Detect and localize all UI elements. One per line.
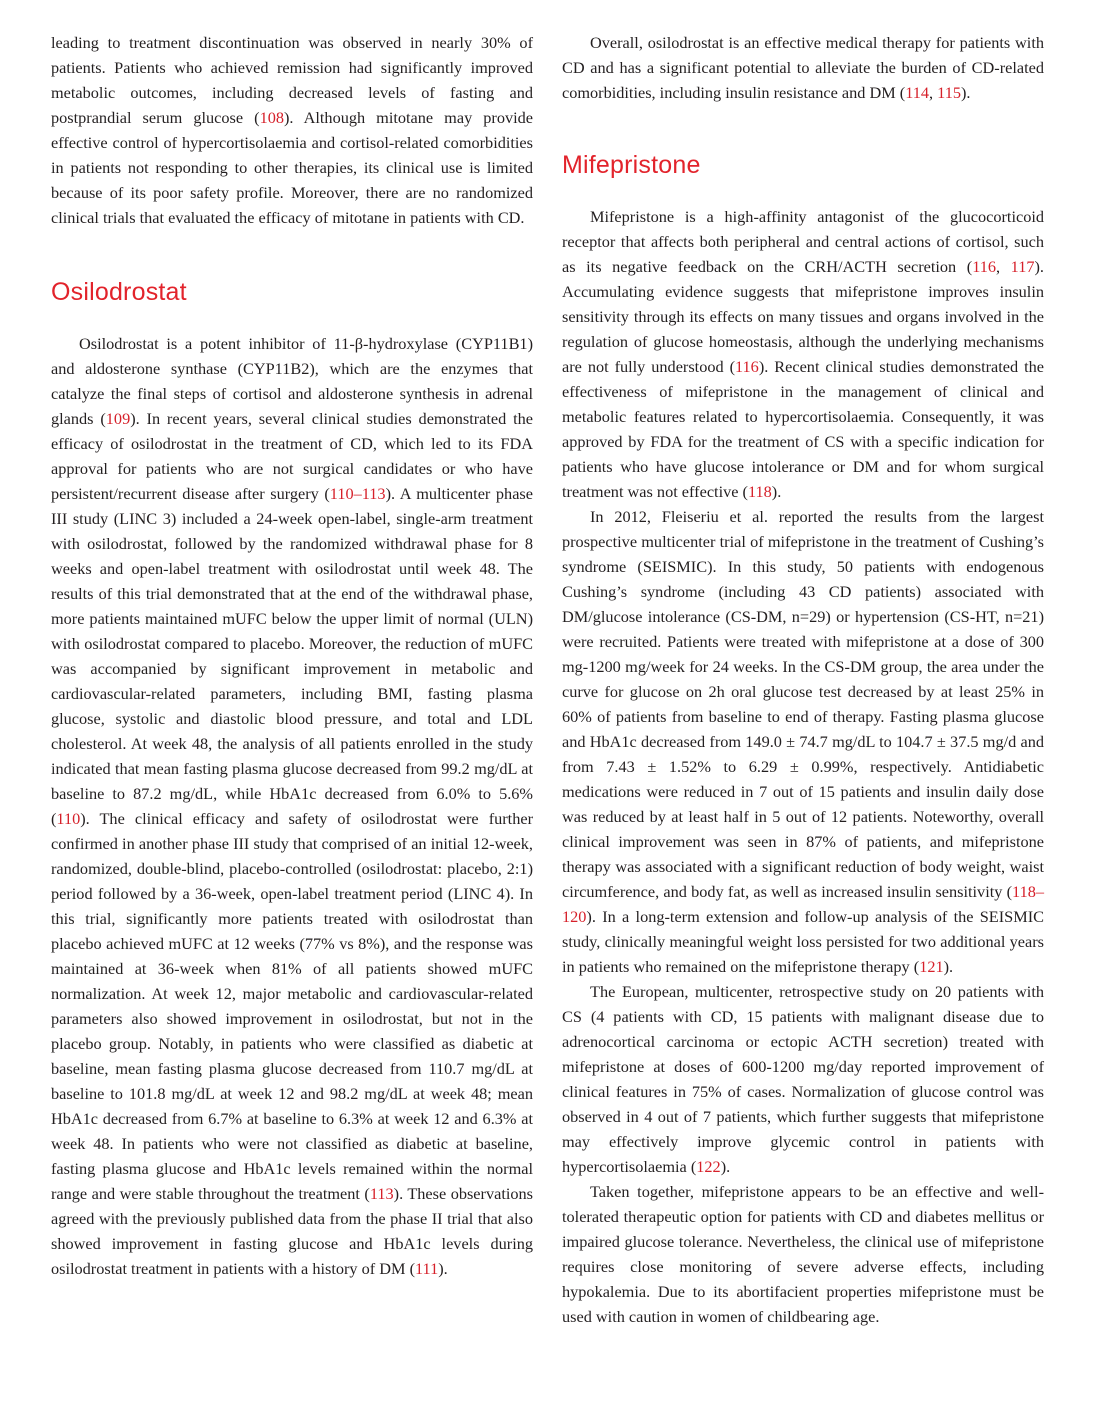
paragraph-osilodrostat-summary: Overall, osilodrostat is an effective medical therapy for patients with CD and has a significant potential to alleviate the burden of CD-related comorbidities, including insulin resistance and DM (114, 115). <box>562 33 1044 102</box>
reference-link[interactable]: 122 <box>696 1157 721 1176</box>
reference-link[interactable]: 108 <box>259 108 284 127</box>
reference-link[interactable]: 118 <box>747 482 772 501</box>
reference-link[interactable]: 110–113 <box>329 484 386 503</box>
reference-link[interactable]: 116 <box>972 257 997 276</box>
paragraph-mifepristone-seismic: In 2012, Fleiseriu et al. reported the results from the largest prospective multicenter trial of mifepristone in the treatment of Cushing’s syndrome (SEISMIC). In this study, 50 patients with endogenous Cushing’s syndrome (including 43 CD patients) associated with DM/glucose intolerance (CS-DM, n=29) or hypertension (CS-HT, n=21) were recruited. Patients were treated with mifepristone at a dose of 300 mg-1200 mg/week for 24 weeks. In the CS-DM group, the area under the curve for glucose on 2h oral glucose test decreased by at least 25% in 60% of patients from baseline to end of therapy. Fasting plasma glucose and HbA1c decreased from 149.0 ± 74.7 mg/dL to 104.7 ± 37.5 mg/d and from 7.43 ± 1.52% to 6.29 ± 0.99%, respectively. Antidiabetic medications were reduced in 7 out of 15 patients and insulin daily dose was reduced by at least half in 5 out of 12 patients. Noteworthy, overall clinical improvement was seen in 87% of patients, and mifepristone therapy was associated with a significant reduction of body weight, waist circumference, and body fat, as well as increased insulin sensitivity (118–120). In a long-term extension and follow-up analysis of the SEISMIC study, clinically meaningful weight loss persisted for two additional years in patients who remained on the mifepristone therapy (121). <box>562 507 1044 976</box>
reference-link[interactable]: 115 <box>937 83 961 102</box>
reference-link[interactable]: 121 <box>919 957 944 976</box>
reference-link[interactable]: 116 <box>735 357 759 376</box>
paragraph-mifepristone-conclusion: Taken together, mifepristone appears to be an effective and well-tolerated therapeutic option for patients with CD and diabetes mellitus or impaired glucose tolerance. Nevertheless, the clinical use of mifepristone requires close monitoring of severe adverse effects, including hypokalemia. Due to its abortifacient properties mifepristone must be used with caution in women of childbearing age. <box>562 1182 1044 1326</box>
paragraph-mitotane-conclusion: leading to treatment discontinuation was observed in nearly 30% of patients. Patients who achieved remission had significantly improved metabolic outcomes, including decreased levels of fasting and postprandial serum glucose (108). Although mitotane may provide effective control of hypercortisolaemia and cortisol-related comorbidities in patients not responding to other therapies, its clinical use is limited because of its poor safety profile. Moreover, there are no randomized clinical trials that evaluated the efficacy of mitotane in patients with CD. <box>51 33 533 227</box>
reference-link[interactable]: 114 <box>905 83 930 102</box>
reference-link[interactable]: 111 <box>415 1259 439 1278</box>
left-column <box>51 30 533 1281</box>
paragraph-mifepristone-european-study: The European, multicenter, retrospective study on 20 patients with CS (4 patients with CD, 15 patients with malignant disease due to adrenocortical carcinoma or ectopic ACTH secretion) treated with mifepristone at doses of 600-1200 mg/day reported improvement of clinical features in 75% of cases. Normalization of glucose control was observed in 4 out of 7 patients, which further suggests that mifepristone may effectively improve glycemic control in patients with hypercortisolaemia (122). <box>562 982 1044 1176</box>
section-heading-osilodrostat: Osilodrostat <box>51 278 187 306</box>
reference-link[interactable]: 110 <box>56 809 81 828</box>
paragraph-osilodrostat: Osilodrostat is a potent inhibitor of 11-β-hydroxylase (CYP11B1) and aldosterone synthase (CYP11B2), which are the enzymes that catalyze the final steps of cortisol and aldosterone synthesis in adrenal glands (109). In recent years, several clinical studies demonstrated the efficacy of osilodrostat in the treatment of CD, which led to its FDA approval for patients who are not surgical candidates or who have persistent/recurrent disease after surgery (110–113). A multicenter phase III study (LINC 3) included a 24-week open-label, single-arm treatment with osilodrostat, followed by the randomized withdrawal phase for 8 weeks and open-label treatment with osilodrostat until week 48. The results of this trial demonstrated that at the end of the withdrawal phase, more patients maintained mUFC below the upper limit of normal (ULN) with osilodrostat compared to placebo. Moreover, the reduction of mUFC was accompanied by significant improvement in metabolic and cardiovascular-related parameters, including BMI, fasting plasma glucose, systolic and diastolic blood pressure, and total and LDL cholesterol. At week 48, the analysis of all patients enrolled in the study indicated that mean fasting plasma glucose decreased from 99.2 mg/dL at baseline to 87.2 mg/dL, while HbA1c decreased from 6.0% to 5.6% (110). The clinical efficacy and safety of osilodrostat were further confirmed in another phase III study that comprised of an initial 12-week, randomized, double-blind, placebo-controlled (osilodrostat: placebo, 2:1) period followed by a 36-week, open-label treatment period (LINC 4). In this trial, significantly more patients treated with osilodrostat than placebo achieved mUFC at 12 weeks (77% vs 8%), and the response was maintained at 36-week when 81% of all patients showed mUFC normalization. At week 12, major metabolic and cardiovascular-related parameters also showed improvement in osilodrostat, but not in the placebo group. Notably, in patients who were classified as diabetic at baseline, mean fasting plasma glucose decreased from 110.7 mg/dL at baseline to 101.8 mg/dL at week 12 and 98.2 mg/dL at week 48; mean HbA1c decreased from 6.7% at baseline to 6.3% at week 12 and 6.3% at week 48. In patients who were not classified as diabetic at baseline, fasting plasma glucose and HbA1c levels remained within the normal range and were stable throughout the treatment (113). These observations agreed with the previously published data from the phase II trial that also showed improvement in fasting glucose and HbA1c levels during osilodrostat treatment in patients with a history of DM (111). <box>51 334 534 1278</box>
paragraph-mifepristone-mechanism: Mifepristone is a high-affinity antagonist of the glucocorticoid receptor that affects both peripheral and central actions of cortisol, such as its negative feedback on the CRH/ACTH secretion (116, 117). Accumulating evidence suggests that mifepristone improves insulin sensitivity through its effects on many tissues and organs involved in the regulation of glucose homeostasis, although the underlying mechanisms are not fully understood (116). Recent clinical studies demonstrated the effectiveness of mifepristone in the management of clinical and metabolic features related to hypercortisolaemia. Consequently, it was approved by FDA for the treatment of CS with a specific indication for patients who have glucose intolerance or DM and for whom surgical treatment was not effective (118). <box>562 207 1044 501</box>
section-heading-mifepristone: Mifepristone <box>562 151 701 179</box>
reference-link[interactable]: 109 <box>105 409 131 428</box>
reference-link[interactable]: 118–120 <box>562 882 1044 926</box>
reference-link[interactable]: 117 <box>1010 257 1035 276</box>
right-column <box>562 30 1044 1329</box>
reference-link[interactable]: 113 <box>369 1184 394 1203</box>
